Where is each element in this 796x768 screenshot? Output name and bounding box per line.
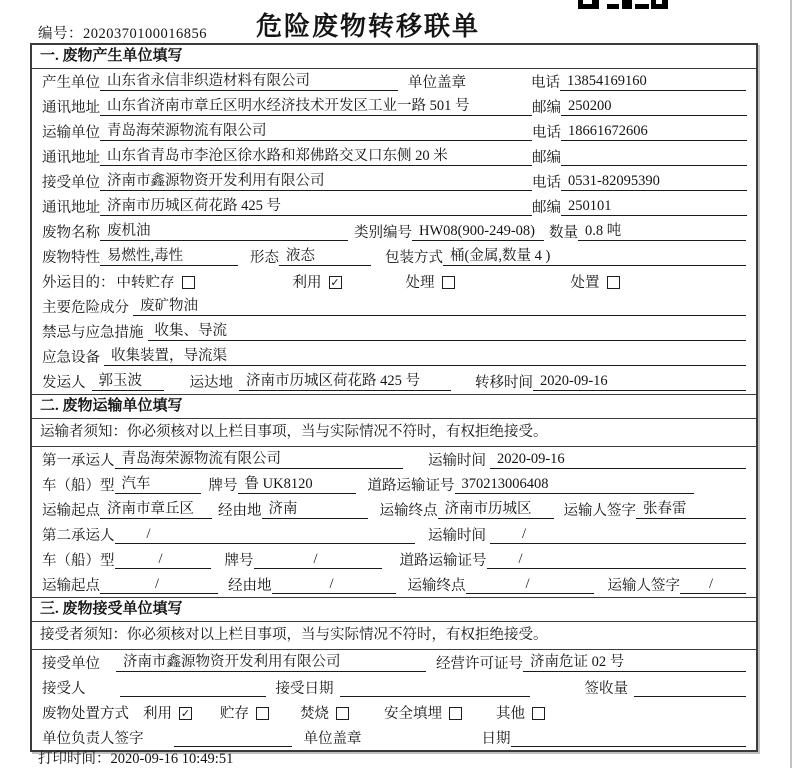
transport-time1-value: 2020-09-16 [490, 451, 746, 469]
plate2-value: / [254, 551, 382, 569]
purpose-option-utilize: 利用 [292, 275, 322, 291]
route2-start-label: 运输起点 [42, 578, 100, 594]
waste-form-value: 液态 [279, 244, 371, 266]
row-emergency-measures [32, 319, 756, 344]
disposal-landfill-checkbox [449, 707, 462, 720]
waste-properties-label: 废物特性 [42, 250, 100, 266]
producer-unit-value: 山东省永信非织造材料有限公司 [100, 69, 398, 91]
responsible-signature-value [174, 729, 292, 747]
road-permit1-value: 370213006408 [455, 476, 695, 494]
print-time-label: 打印时间： [38, 751, 111, 767]
row-hazard-components [32, 294, 756, 319]
received-qty-label: 签收量 [584, 681, 628, 697]
row-emergency-equipment [32, 344, 756, 369]
route1-signature-label: 运输人签字 [563, 503, 636, 519]
receiver-phone-value: 0531-82095390 [561, 173, 747, 191]
row-waste-name [32, 219, 756, 244]
row-waste-properties [32, 244, 756, 269]
route2-end-value: / [466, 576, 594, 594]
disposal-other-checkbox [532, 707, 545, 720]
document-title: 危险废物转移联单 [255, 12, 480, 41]
row-shipper [32, 369, 756, 394]
disposal-option-incinerate: 焚烧 [300, 706, 329, 722]
packing-value: 桶(金属,数量 4 ) [443, 244, 746, 266]
license-value: 济南危证 02 号 [523, 650, 746, 672]
purpose-storage-checkbox [182, 276, 195, 289]
transporter-phone-label: 电话 [532, 125, 561, 141]
page-edge [790, 0, 792, 768]
vehicle2-type-value: / [115, 551, 211, 569]
road-permit1-label: 道路运输证号 [367, 478, 455, 494]
section3-title: 三. 废物接受单位填写 [32, 597, 756, 622]
purpose-option-storage: 中转贮存 [116, 275, 175, 291]
transfer-purpose-label: 外运目的： [42, 275, 115, 291]
plate2-label: 牌号 [224, 553, 254, 569]
producer-zip-value: 250200 [561, 98, 747, 116]
row-route2 [32, 572, 756, 597]
destination-value: 济南市历城区荷花路 425 号 [239, 369, 451, 391]
row-first-carrier [32, 447, 756, 472]
waste-category-value: HW08(900-249-08) [412, 223, 544, 241]
row-acceptor [32, 675, 756, 700]
producer-zip-label: 邮编 [532, 100, 561, 116]
acceptor-label: 接受人 [42, 681, 86, 697]
row-transporter-unit [32, 119, 756, 144]
first-carrier-value: 青岛海荣源物流有限公司 [115, 447, 403, 469]
acceptor-value [120, 679, 266, 697]
second-carrier-value: / [115, 526, 415, 544]
vehicle2-type-label: 车（船）型 [42, 553, 115, 569]
route2-signature-value: / [680, 576, 746, 594]
disposal-utilize-checkbox: ✓ [180, 707, 191, 720]
row-second-carrier [32, 522, 756, 547]
purpose-option-treat: 处理 [405, 275, 435, 291]
route1-end-label: 运输终点 [379, 503, 438, 519]
producer-unit-label: 产生单位 [42, 75, 100, 91]
purpose-utilize-checkbox: ✓ [330, 276, 340, 289]
plate1-value: 鲁 UK8120 [238, 472, 356, 494]
transporter-unit-label: 运输单位 [42, 125, 100, 141]
receiver-phone-label: 电话 [532, 175, 561, 191]
route2-via-value: / [272, 576, 396, 594]
road-permit2-value: / [487, 551, 747, 569]
receiver-notice: 接受者须知：你必须核对以上栏目事项，当与实际情况不符时，有权拒绝接受。 [32, 622, 756, 650]
route1-end-value: 济南市历城区 [438, 497, 554, 519]
transfer-time-label: 转移时间 [475, 375, 533, 391]
purpose-dispose-checkbox [607, 276, 620, 289]
disposal-option-landfill: 安全填埋 [384, 706, 442, 722]
row-producer-address [32, 94, 756, 119]
transporter-unit-value: 青岛海荣源物流有限公司 [100, 119, 532, 141]
transporter-notice: 运输者须知：你必须核对以上栏目事项，当与实际情况不符时，有权拒绝接受。 [32, 419, 756, 447]
disposal-option-utilize: 利用 [143, 706, 172, 722]
hazard-components-value: 废矿物油 [133, 294, 746, 316]
waste-category-label: 类别编号 [354, 225, 412, 241]
waste-properties-value: 易燃性,毒性 [100, 244, 238, 266]
waste-name-label: 废物名称 [42, 225, 100, 241]
row-route1 [32, 497, 756, 522]
transporter-zip-label: 邮编 [532, 150, 561, 166]
vehicle1-type-value: 汽车 [115, 472, 201, 494]
received-qty-value [634, 679, 746, 697]
accepting-unit-value: 济南市鑫源物资开发利用有限公司 [116, 650, 426, 672]
transfer-time-value: 2020-09-16 [533, 373, 746, 391]
row-accepting-unit [32, 650, 756, 675]
producer-address-value: 山东省济南市章丘区明水经济技术开发区工业一路 501 号 [100, 94, 532, 116]
emergency-measures-value: 收集、导流 [148, 319, 747, 341]
packing-label: 包装方式 [385, 250, 443, 266]
receiver-zip-label: 邮编 [532, 200, 561, 216]
route1-start-label: 运输起点 [42, 503, 100, 519]
first-carrier-label: 第一承运人 [42, 453, 115, 469]
receiver-unit-label: 接受单位 [42, 175, 100, 191]
shipper-label: 发运人 [42, 375, 86, 391]
print-time [38, 747, 233, 768]
disposal-method-label: 废物处置方式 [42, 706, 129, 722]
purpose-option-dispose: 处置 [570, 275, 600, 291]
emergency-equipment-value: 收集装置，导流渠 [104, 344, 746, 366]
waste-form-label: 形态 [250, 250, 279, 266]
form-number-value: 2020370100016856 [83, 26, 207, 42]
producer-phone-value: 13854169160 [560, 73, 746, 91]
row-receiver-unit [32, 169, 756, 194]
producer-address-label: 通讯地址 [42, 100, 100, 116]
manifest-table [30, 43, 758, 752]
row-disposal-method [32, 700, 756, 725]
accepting-unit-label: 接受单位 [42, 656, 100, 672]
hazard-components-label: 主要危险成分 [42, 300, 129, 316]
unit-stamp2-label: 单位盖章 [303, 731, 362, 747]
destination-label: 运达地 [189, 375, 233, 391]
route1-signature-value: 张春雷 [636, 497, 746, 519]
route2-start-value: / [100, 576, 218, 594]
receiver-address-value: 济南市历城区荷花路 425 号 [100, 194, 532, 216]
transporter-zip-value [561, 148, 747, 166]
shipper-value: 郭玉波 [92, 369, 164, 391]
route2-end-label: 运输终点 [407, 578, 466, 594]
row-producer-unit [32, 69, 756, 94]
transport-time2-label: 运输时间 [428, 528, 486, 544]
row-receiver-address [32, 194, 756, 219]
sign-date-value [511, 729, 747, 747]
disposal-option-other: 其他 [496, 706, 525, 722]
producer-phone-label: 电话 [531, 75, 560, 91]
second-carrier-label: 第二承运人 [42, 528, 115, 544]
purpose-treat-checkbox [442, 276, 455, 289]
emergency-measures-label: 禁忌与应急措施 [42, 325, 144, 341]
route1-start-value: 济南市章丘区 [100, 497, 212, 519]
row-transfer-purpose [32, 269, 756, 294]
waste-name-value: 废机油 [100, 219, 348, 241]
unit-stamp-label: 单位盖章 [408, 75, 466, 91]
receiver-unit-value: 济南市鑫源物资开发利用有限公司 [100, 169, 532, 191]
row-vehicle1 [32, 472, 756, 497]
print-time-value: 2020-09-16 10:49:51 [110, 751, 234, 767]
section1-title: 一. 废物产生单位填写 [32, 45, 756, 69]
emergency-equipment-label: 应急设备 [42, 350, 100, 366]
responsible-signature-label: 单位负责人签字 [42, 731, 144, 747]
disposal-option-store: 贮存 [220, 706, 249, 722]
row-vehicle2 [32, 547, 756, 572]
disposal-store-checkbox [256, 707, 269, 720]
transporter-address-value: 山东省青岛市李沧区徐水路和郑佛路交叉口东侧 20 米 [100, 144, 532, 166]
receiver-zip-value: 250101 [561, 198, 747, 216]
section2-title: 二. 废物运输单位填写 [32, 394, 756, 419]
route2-signature-label: 运输人签字 [607, 578, 680, 594]
route1-via-label: 经由地 [218, 503, 262, 519]
receiver-address-label: 通讯地址 [42, 200, 100, 216]
transporter-address-label: 通讯地址 [42, 150, 100, 166]
disposal-incinerate-checkbox [336, 707, 349, 720]
transport-time1-label: 运输时间 [428, 453, 486, 469]
accept-date-label: 接受日期 [275, 681, 334, 697]
plate1-label: 牌号 [208, 478, 238, 494]
accept-date-value [340, 679, 530, 697]
route2-via-label: 经由地 [228, 578, 272, 594]
vehicle1-type-label: 车（船）型 [42, 478, 115, 494]
row-transporter-address [32, 144, 756, 169]
road-permit2-label: 道路运输证号 [399, 553, 487, 569]
waste-quantity-value: 0.8 吨 [578, 219, 746, 241]
form-number-label: 编号： [38, 26, 83, 42]
transport-time2-value: / [490, 526, 746, 544]
route1-via-value: 济南 [262, 497, 368, 519]
transporter-phone-value: 18661672606 [561, 123, 747, 141]
sign-date-label: 日期 [481, 731, 511, 747]
license-label: 经营许可证号 [436, 656, 523, 672]
waste-quantity-label: 数量 [549, 225, 578, 241]
